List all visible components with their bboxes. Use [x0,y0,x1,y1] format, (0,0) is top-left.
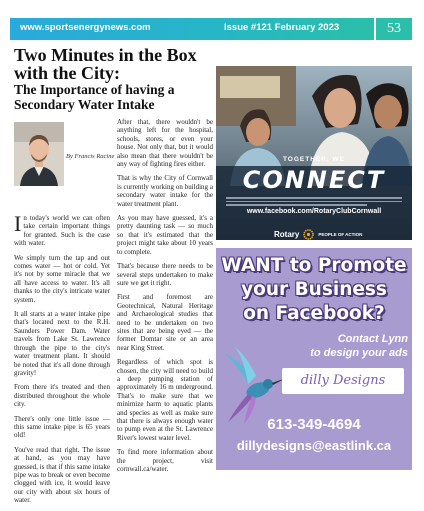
rotary-big-heading: CONNECT [242,166,386,194]
article-subtitle: The Importance of having a Secondary Water Intake [14,82,175,112]
paragraph: That's because there needs to be several steps undertaken to make sure we get it right. [117,262,213,287]
ad-contact-line-1: Contact Lynn [337,333,408,345]
header-bar [10,18,374,40]
site-url[interactable]: www.sportsenergynews.com [20,22,151,33]
paragraph: In today's world we can often take certain important things for granted. Such is the case with water. [14,211,110,248]
dilly-designs-logo [282,368,404,394]
ad-headline [216,254,412,326]
ad-headline-line-2: your Business [241,279,387,300]
paragraph: There's only one little issue — this same intake pipe is 65 years old! [14,414,110,440]
rotary-wheel-icon [303,229,314,240]
author-photo [14,122,64,186]
ad-headline-line-1: WANT to Promote [221,255,407,276]
drop-cap: I [14,211,22,236]
paragraph: First and foremost are Geotechnical, Natural Heritage and Archaeological studies that need to be undertaken on two sites that are being eyed — the former Domtar site or an area near King Street. [117,293,213,352]
page-number: 53 [376,18,412,40]
paragraph: That is why the City of Cornwall is currently working on building a secondary water intake for the water treatment plant. [117,174,213,208]
ad-contact-line-2: to design your ads [310,347,408,359]
paragraph: From there it's treated and then distributed throughout the whole city. [14,383,110,409]
rotary-brand: Rotary [274,229,300,239]
paragraph: After that, there wouldn't be anything left for the hospital, schools, stores, or even your house. Not only that, but it would also mean that there wouldn't be any way of fighting fires either. [117,118,213,169]
paragraph: We simply turn the tap and out comes water — hot or cold. Yet it's not by some miracle that we all have access to water. It's all thanks to the city's intricate water system. [14,253,110,304]
rotary-facebook-url[interactable]: www.facebook.com/RotaryClubCornwall [246,208,382,215]
rotary-ad[interactable] [216,66,412,240]
dilly-designs-ad[interactable] [216,248,412,470]
paragraph: As you may have guessed, it's a pretty daunting task — so much so that it's estimated that the project might take about 10 years to complete. [117,214,213,256]
article-title: Two Minutes in the Box with the City: [14,45,197,83]
rotary-tagline: PEOPLE OF ACTION [318,231,363,237]
issue-label: Issue #121 February 2023 [224,22,340,33]
ad-email[interactable]: dillydesigns@eastlink.ca [236,438,392,453]
ad-headline-line-3: on Facebook? [243,303,385,324]
article-column-1 [14,211,110,511]
rotary-small-heading: TOGETHER, WE [282,156,346,163]
byline: By Francis Racine [66,153,115,160]
paragraph: Regardless of which spot is chosen, the city will need to build a deep pumping station of approximately 16 m underground. That's to make sure that we minimize harm to aquatic plants and species as well as make sure that there is always enough water to pump even at the St. Lawrence River's lowest water level. [117,358,213,442]
rotary-fine-print [226,197,402,206]
paragraph: You've read that right. The issue at hand, as you may have guessed, is that if this same intake pipe was to break or even become clogged with ice, it would leave our city with about six hours of water. [14,445,110,505]
paragraph: It all starts at a water intake pipe that's located next to the R.H. Saunders Power Dam. Water travels from Lake St. Lawrence through the pipe to the city's water treatment plant. It should be noted that it's all done through gravity! [14,310,110,377]
rotary-logo [274,225,362,237]
ad-contact [286,332,408,360]
logo-text: dilly Designs [300,373,386,388]
article-column-2 [117,118,213,479]
paragraph: To find more information about the project, visit cornwall.ca/water. [117,448,213,474]
ad-phone[interactable]: 613-349-4694 [267,416,361,433]
